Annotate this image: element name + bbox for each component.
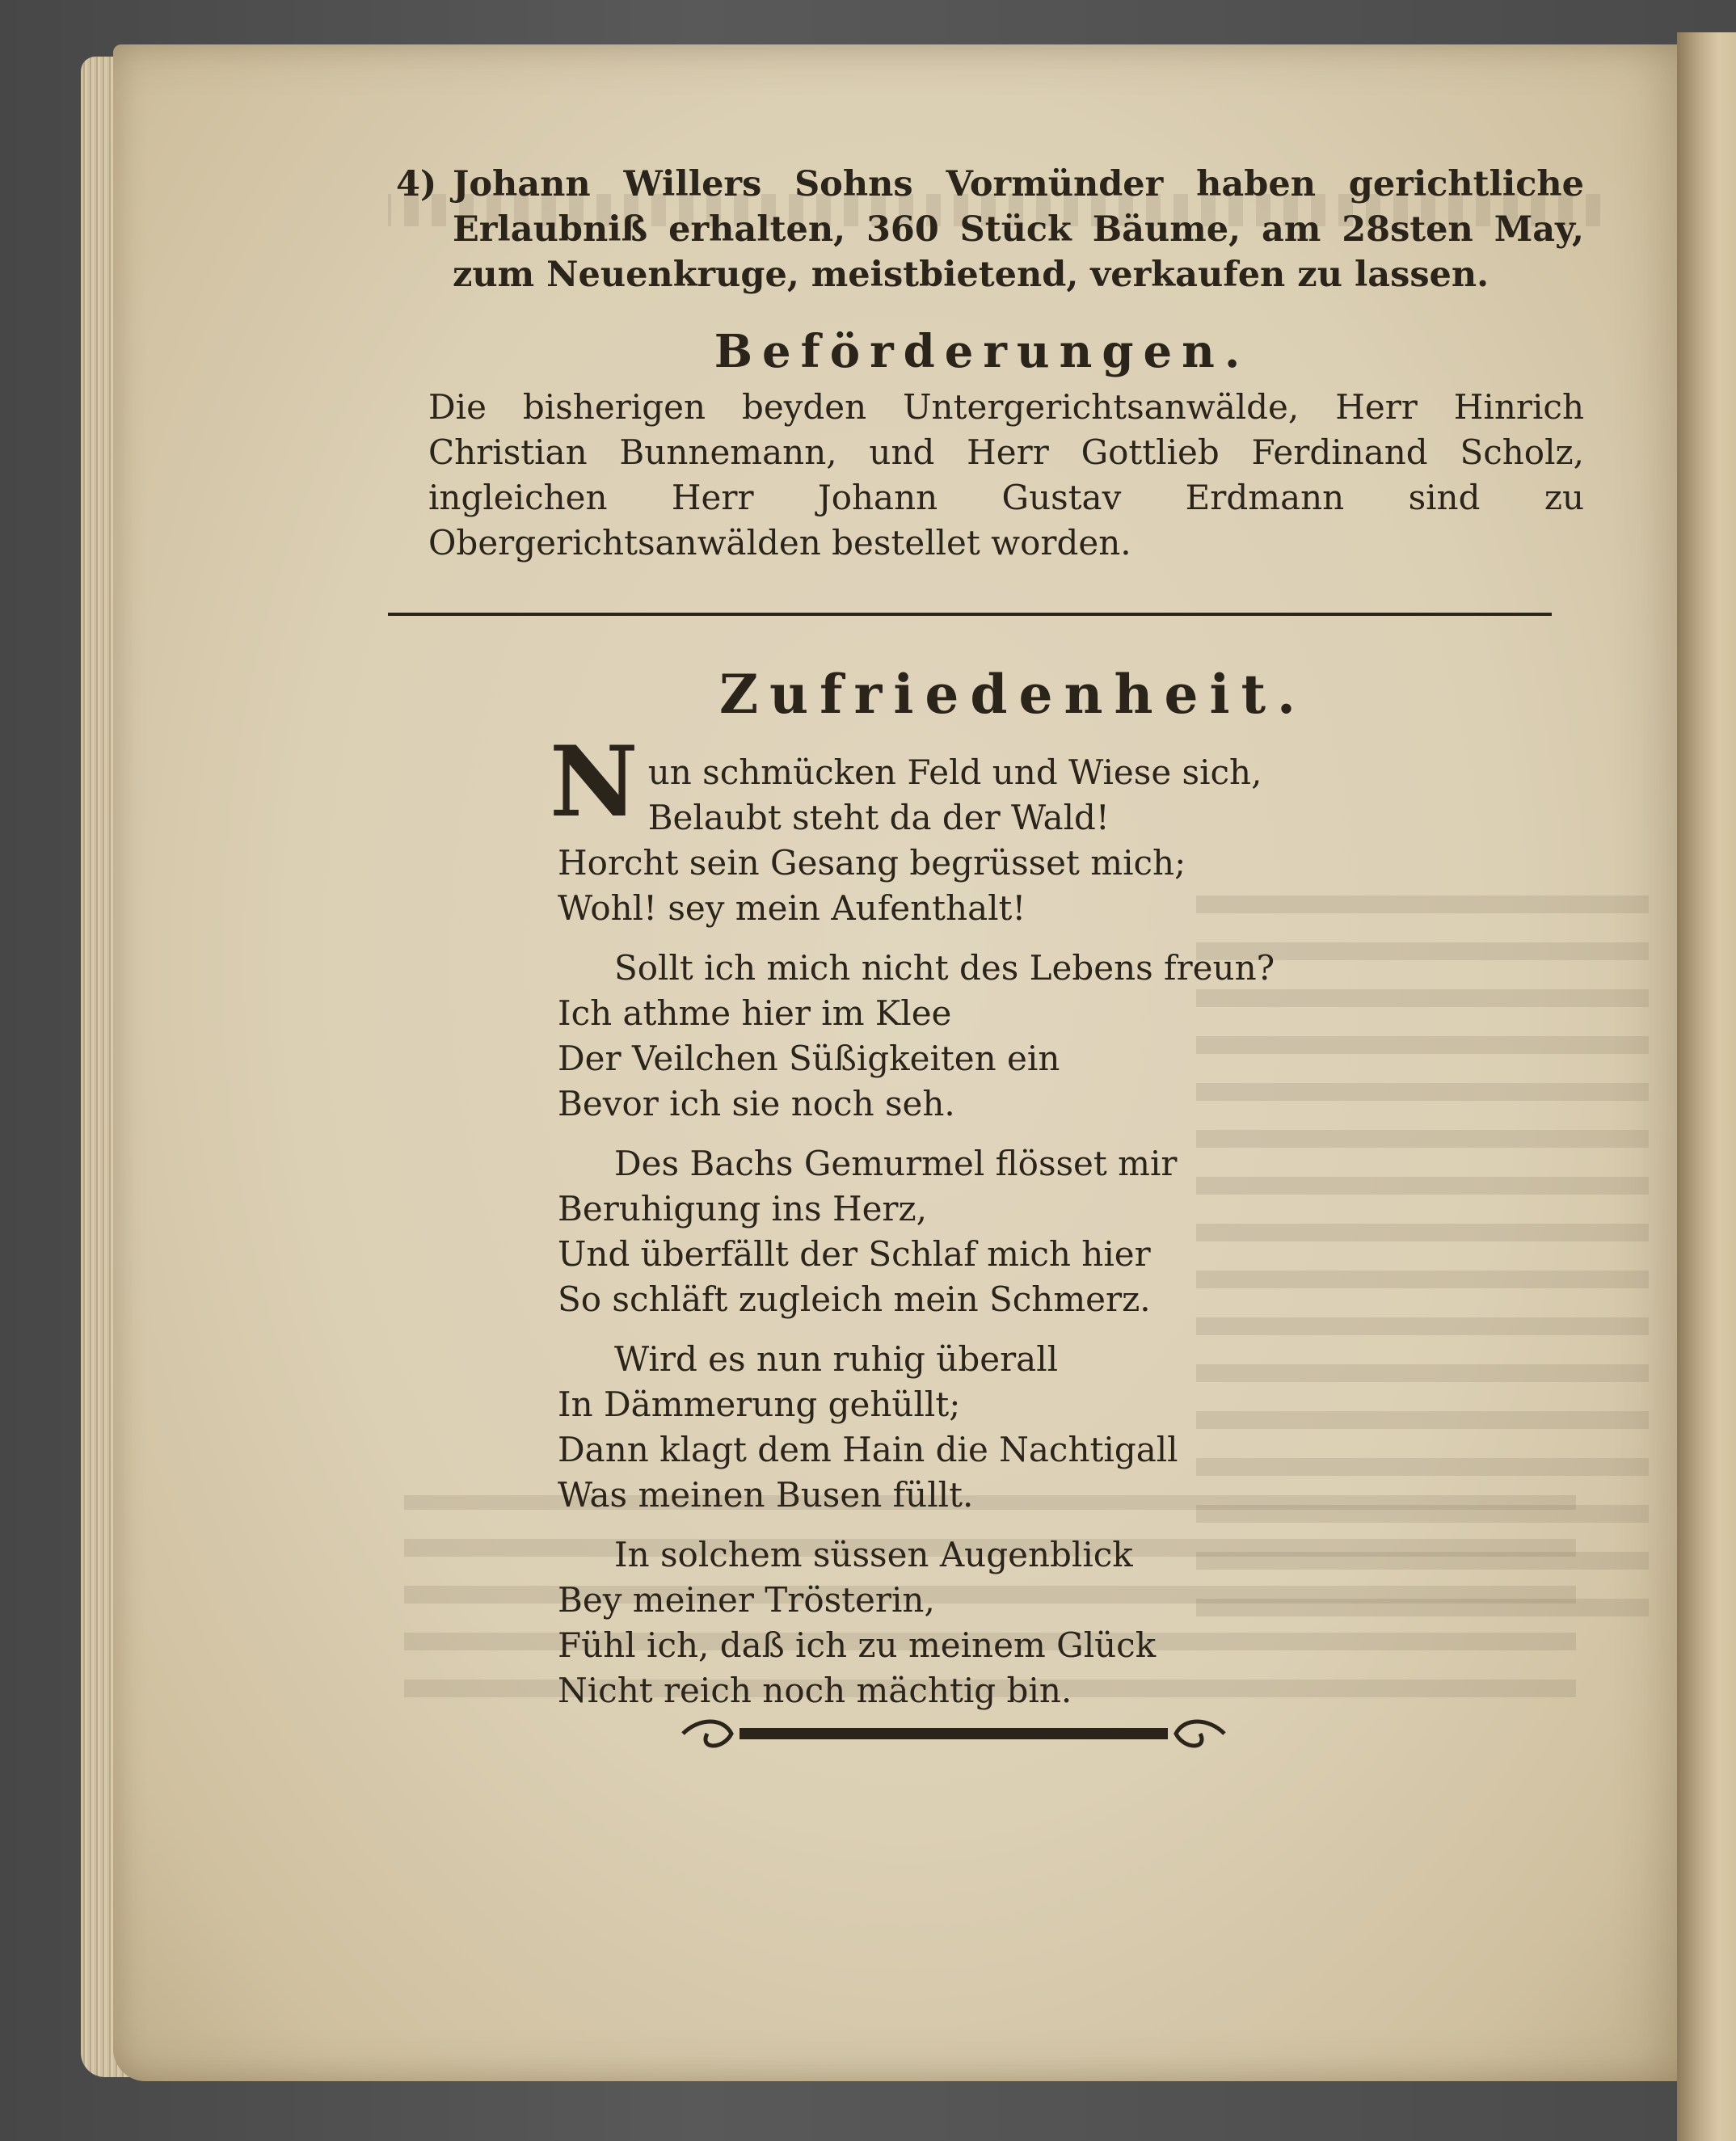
poem-line: Wird es nun ruhig überall — [614, 1339, 1059, 1379]
poem-stanza — [558, 1337, 1307, 1518]
poem-line: Dann klagt dem Hain die Nachtigall — [558, 1430, 1178, 1469]
poem — [550, 663, 1308, 1728]
section-heading: Beförderungen. — [714, 325, 1250, 378]
poem-stanza — [550, 725, 1307, 931]
poem-title: Zufriedenheit. — [719, 663, 1308, 726]
poem-stanza — [558, 1532, 1307, 1713]
poem-line: un schmücken Feld und Wiese sich, — [647, 752, 1262, 792]
end-ornament — [675, 1713, 1232, 1754]
numbered-notice — [380, 162, 1584, 297]
poem-line: Bey meiner Trösterin, — [558, 1580, 935, 1620]
poem-line: In solchem süssen Augenblick — [614, 1535, 1133, 1574]
poem-line: Fühl ich, daß ich zu meinem Glück — [558, 1625, 1157, 1665]
upper-text-block — [380, 162, 1584, 566]
poem-line: Wohl! sey mein Aufenthalt! — [558, 888, 1026, 928]
poem-line: Beruhigung ins Herz, — [558, 1189, 927, 1229]
section-paragraph: Die bisherigen beyden Untergerichtsanwälde, Herr Hinrich Christian Bunnemann, und Herr Gottlieb Ferdinand Scholz, ingleichen Herr Johann Gustav Erdmann sind zu Obergerichtsanwälden bestellet worden. — [428, 387, 1584, 563]
drop-cap: N — [550, 725, 638, 839]
poem-line: Der Veilchen Süßigkeiten ein — [558, 1039, 1060, 1078]
poem-line: Bevor ich sie noch seh. — [558, 1084, 955, 1123]
poem-line: So schläft zugleich mein Schmerz. — [558, 1279, 1151, 1319]
poem-stanza — [558, 1141, 1307, 1322]
book-gutter — [1677, 32, 1736, 2141]
notice-text: Johann Willers Sohns Vormünder haben gerichtliche Erlaubniß erhalten, 360 Stück Bäume, am 28sten May, zum Neuenkruge, meistbietend, verkaufen zu lassen. — [453, 164, 1584, 295]
poem-line: Und überfällt der Schlaf mich hier — [558, 1234, 1151, 1274]
poem-line: Belaubt steht da der Wald! — [647, 798, 1110, 837]
poem-line: Nicht reich noch mächtig bin. — [558, 1671, 1072, 1710]
poem-line: Sollt ich mich nicht des Lebens freun? — [614, 948, 1275, 988]
poem-line: In Dämmerung gehüllt; — [558, 1384, 961, 1424]
section-divider-rule — [388, 613, 1552, 616]
poem-stanza — [558, 946, 1307, 1127]
notice-number: 4) — [396, 164, 437, 204]
poem-line: Horcht sein Gesang begrüsset mich; — [558, 843, 1186, 883]
poem-line: Ich athme hier im Klee — [558, 993, 952, 1033]
poem-line: Was meinen Busen füllt. — [558, 1475, 974, 1515]
poem-line: Des Bachs Gemurmel flösset mir — [614, 1144, 1178, 1183]
